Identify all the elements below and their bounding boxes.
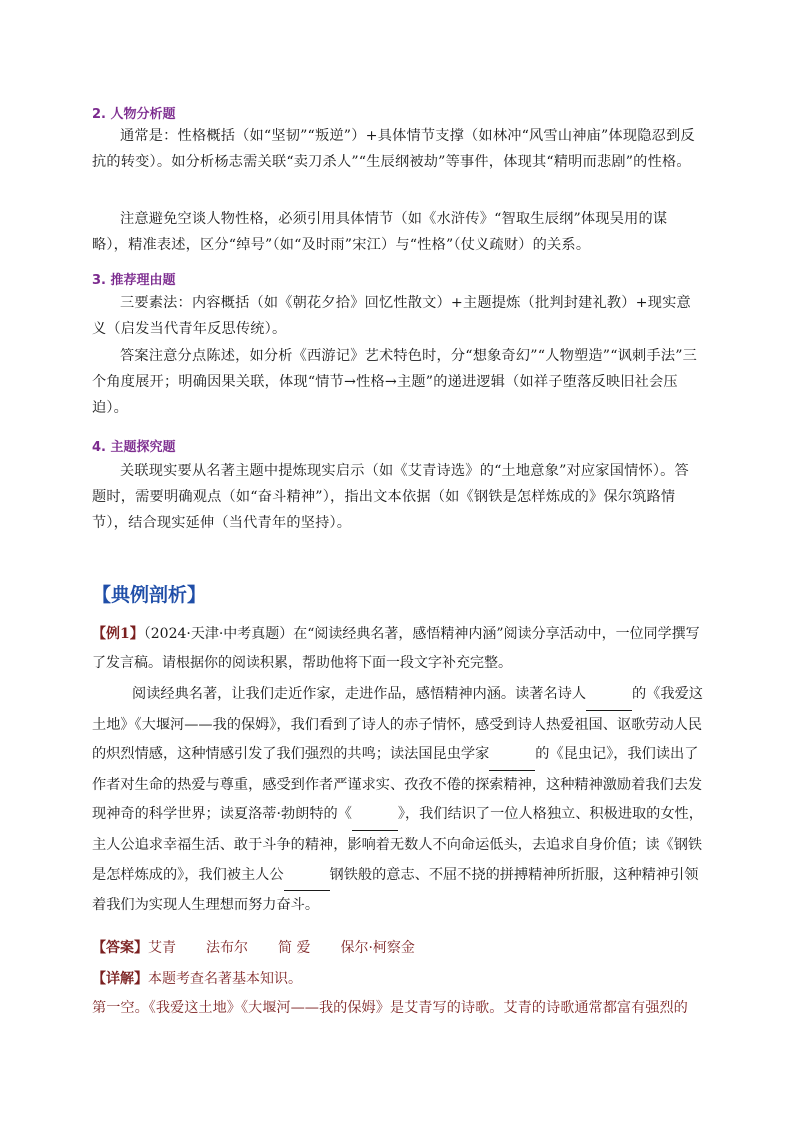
passage-text-3: 的《昆虫记》，我们读出了作者对生命的热爱与尊重，感受到作者严谨求实、孜孜不倦的探索精神，这种精神激励着我们去发现神奇的科学世界；读夏洛蒂·勃朗特的《 <box>92 746 703 823</box>
answer-line <box>92 937 415 957</box>
detail-line <box>92 968 302 988</box>
fill-blank-2 <box>489 740 535 771</box>
fill-blank-3 <box>352 800 398 831</box>
passage-text-4: 》，我们结识了一位人格独立、积极进取的女性，主人公追求幸福生活、敢于斗争的精神，影响着无数人不向命运低头，去追求自身价值；读《钢铁是怎样炼成的》，我们被主人公 <box>92 806 703 883</box>
paragraph-recommend-three-elements: 三要素法：内容概括（如《朝花夕拾》回忆性散文）+主题提炼（批判封建礼教）+现实意义（启发当代青年反思传统）。 <box>92 295 691 337</box>
section-title-theme-exploration: 4. 主题探究题 <box>92 440 176 455</box>
example-intro-text: （2024·天津·中考真题）在“阅读经典名著，感悟精神内涵”阅读分享活动中，一位同学撰写了发言稿。请根据你的阅读积累，帮助他将下面一段文字补充完整。 <box>92 626 700 671</box>
fill-blank-1 <box>586 680 632 711</box>
fill-blank-4 <box>284 861 330 892</box>
passage-text-5: 钢铁般的意志、不屈不挠的拼搏精神所折服，这种精神引领着我们为实现人生理想而努力奋斗。 <box>92 866 699 914</box>
detail-intro: 本题考查名著基本知识。 <box>148 971 302 987</box>
answer-tag: 【答案】 <box>92 940 148 956</box>
answer-3: 简 爱 <box>278 940 311 956</box>
example-analysis-heading: 【典例剖析】 <box>92 584 207 606</box>
paragraph-theme-exploration: 关联现实要从名著主题中提炼现实启示（如《艾青诗选》的“土地意象”对应家国情怀）。答题时，需要明确观点（如“奋斗精神”），指出文本依据（如《钢铁是怎样炼成的》保尔筑路情节），结合现实延伸（当代青年的坚持）。 <box>92 463 689 531</box>
passage-text-2: 的《我爱这土地》《大堰河——我的保姆》，我们看到了诗人的赤子情怀，感受到诗人热爱祖国、讴歌劳动人民的炽烈情感，这种情感引发了我们强烈的共鸣；读法国昆虫学家 <box>92 686 703 763</box>
detail-body: 第一空。《我爱这土地》《大堰河——我的保姆》是艾青写的诗歌。艾青的诗歌通常都富有强烈的 <box>92 1000 688 1016</box>
example-tag: 【例1】 <box>92 626 144 642</box>
answer-1: 艾青 <box>148 940 176 956</box>
section-title-recommend-reason: 3. 推荐理由题 <box>92 273 176 288</box>
paragraph-character-usual: 通常是：性格概括（如“坚韧”“叛逆”）+具体情节支撑（如林冲“风雪山神庙”体现隐忍到反抗的转变）。如分析杨志需关联“卖刀杀人”“生辰纲被劫”等事件，体现其“精明而悲剧”的性格。 <box>92 128 695 170</box>
example-passage <box>92 680 706 921</box>
answer-2: 法布尔 <box>206 940 248 956</box>
paragraph-character-note: 注意避免空谈人物性格，必须引用具体情节（如《水浒传》“智取生辰纲”体现吴用的谋略），精准表述，区分“绰号”（如“及时雨”宋江）与“性格”（仗义疏财）的关系。 <box>92 211 668 253</box>
passage-text-1: 阅读经典名著，让我们走近作家，走进作品，感悟精神内涵。读著名诗人 <box>132 686 587 702</box>
example-question-intro <box>92 620 706 678</box>
detail-tag: 【详解】 <box>92 971 148 987</box>
answer-4: 保尔·柯察金 <box>340 940 415 956</box>
section-title-character-analysis: 2. 人物分析题 <box>92 107 176 122</box>
paragraph-recommend-answer-tips: 答案注意分点陈述，如分析《西游记》艺术特色时，分“想象奇幻”“人物塑造”“讽刺手法”三个角度展开；明确因果关联，体现“情节→性格→主题”的递进逻辑（如祥子堕落反映旧社会压迫）。 <box>92 348 698 416</box>
